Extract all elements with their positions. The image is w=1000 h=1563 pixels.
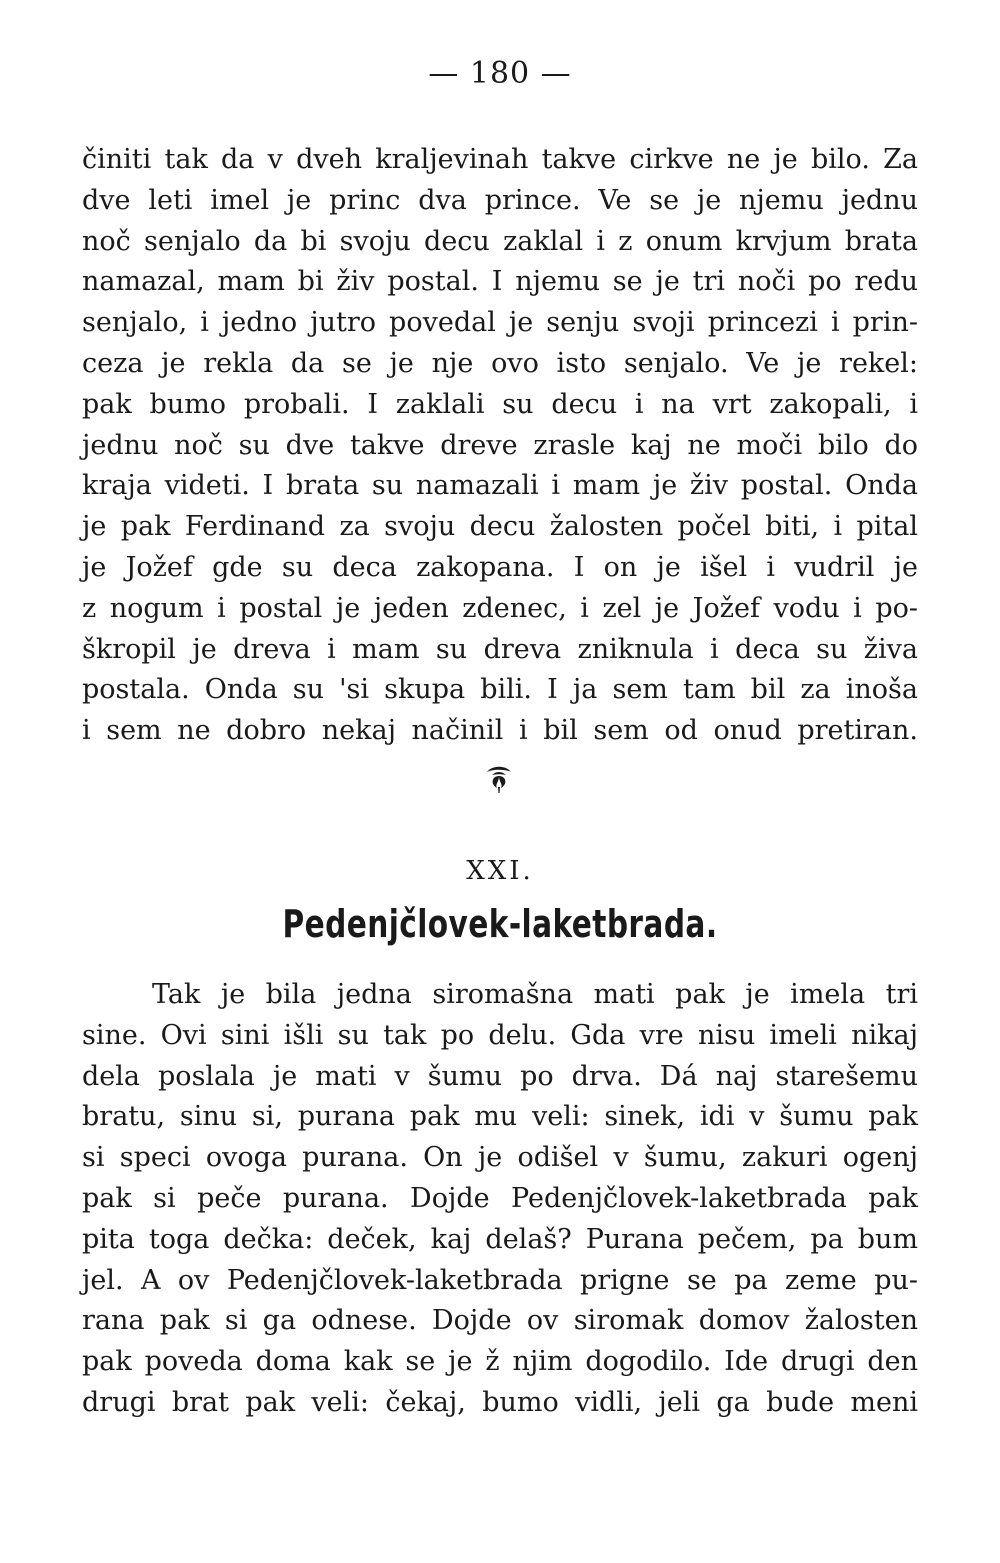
text-line: pak bumo probali. I zaklali su decu i na vrt zakopali, i	[82, 388, 918, 420]
text-line: rana pak si ga odnese. Dojde ov siromak domov žalosten	[82, 1305, 918, 1337]
text-line: namazal, mam bi živ postal. I njemu se je tri noči po redu	[82, 266, 918, 298]
text-line: pita toga dečka: deček, kaj delaš? Purana pečem, pa bum	[82, 1223, 918, 1255]
text-line: sine. Ovi sini išli su tak po delu. Gda vre nisu imeli nikaj	[82, 1019, 918, 1051]
text-line: jel. A ov Pedenjčlovek-laketbrada prigne se pa zeme pu-	[82, 1264, 918, 1296]
text-line: i sem ne dobro nekaj načinil i bil sem od onud pretiran.	[82, 715, 918, 747]
text-line: senjalo, i jedno jutro povedal je senju svoji princezi i prin-	[82, 307, 918, 339]
chapter-paragraph	[82, 975, 918, 1424]
chapter-number: XXI.	[466, 856, 534, 886]
text-line: pak poveda doma kak se je ž njim dogodilo. Ide drugi den	[82, 1346, 918, 1378]
text-line: pak si peče purana. Dojde Pedenjčlovek-laketbrada pak	[82, 1182, 918, 1214]
chapter-title: Pedenjčlovek-laketbrada.	[282, 902, 718, 946]
text-line: ceza je rekla da se je nje ovo isto senjalo. Ve je rekel:	[82, 347, 918, 379]
text-line: noč senjalo da bi svoju decu zaklal i z onum krvjum brata	[82, 225, 918, 257]
text-line: drugi brat pak veli: čekaj, bumo vidli, jeli ga bude meni	[82, 1386, 918, 1418]
text-line: škropil je dreva i mam su dreva zniknula i deca su živa	[82, 633, 918, 665]
text-line: činiti tak da v dveh kraljevinah takve cirkve ne je bilo. Za	[82, 144, 918, 175]
text-line: kraja videti. I brata su namazali i mam je živ postal. Onda	[82, 470, 918, 502]
text-line: dela poslala je mati v šumu po drva. Dá naj starešemu	[82, 1060, 918, 1092]
text-line: si speci ovoga purana. On je odišel v šumu, zakuri ogenj	[82, 1142, 918, 1174]
text-line: z nogum i postal je jeden zdenec, i zel je Jožef vodu i po-	[82, 592, 918, 624]
text-line: je pak Ferdinand za svoju decu žalosten počel biti, i pital	[82, 511, 918, 543]
text-line: postala. Onda su 'si skupa bili. I ja sem tam bil za inoša	[82, 674, 918, 706]
text-line: je Jožef gde su deca zakopana. I on je išel i vudril je	[82, 551, 918, 583]
text-line: bratu, sinu si, purana pak mu veli: sinek, idi v šumu pak	[82, 1101, 918, 1133]
paragraph-continued	[82, 140, 918, 752]
fleuron-icon	[484, 762, 514, 794]
text-line: dve leti imel je princ dva prince. Ve se je njemu jednu	[82, 184, 918, 216]
text-line: jednu noč su dve takve dreve zrasle kaj ne moči bilo do	[82, 429, 918, 461]
page-number: — 180 —	[428, 56, 572, 91]
text-line: Tak je bila jedna siromašna mati pak je imela tri	[152, 979, 918, 1010]
